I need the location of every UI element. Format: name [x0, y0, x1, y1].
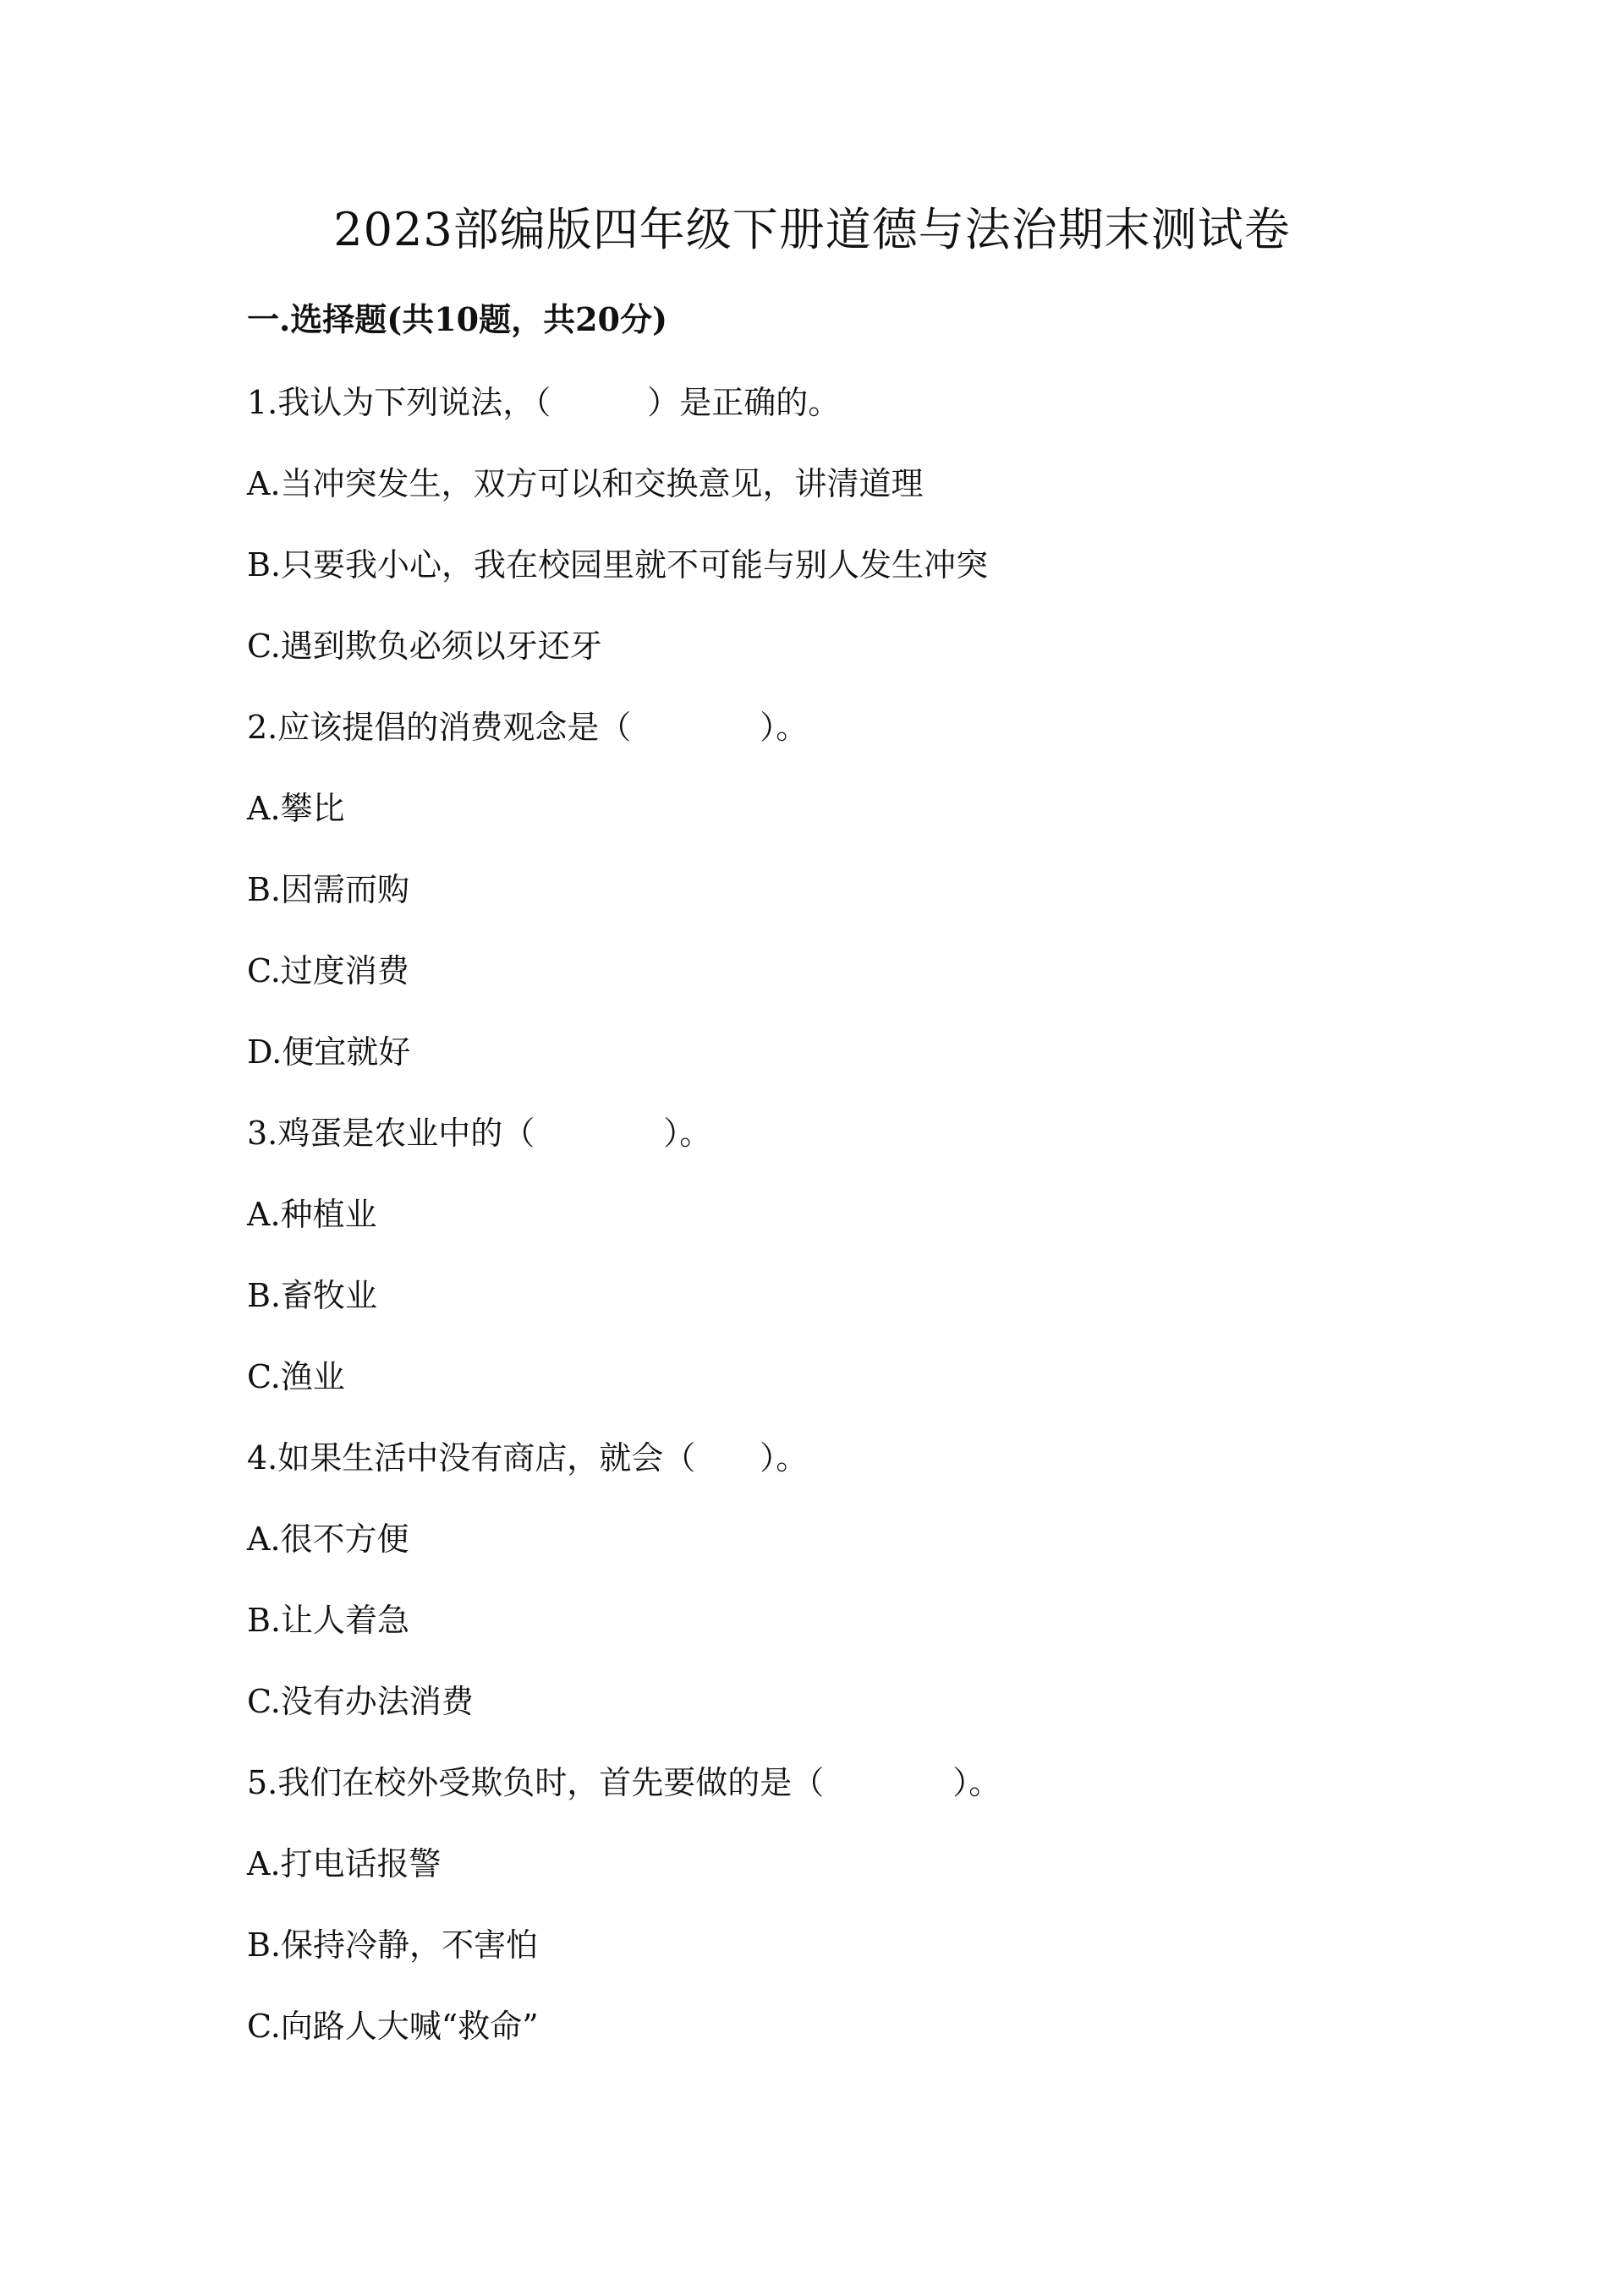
question-5-option-b: B.保持冷静，不害怕: [247, 1926, 539, 1964]
question-2-option-b: B.因需而购: [247, 871, 410, 908]
question-5-option-c: C.向路人大喊“救命”: [247, 2008, 539, 2045]
section-heading: 一.选择题(共10题，共20分): [247, 300, 667, 338]
question-1: 1.我认为下列说法，（ ）是正确的。: [247, 384, 841, 421]
question-4-option-b: B.让人着急: [247, 1602, 410, 1639]
question-5-option-a: A.打电话报警: [247, 1845, 442, 1882]
question-2-option-d: D.便宜就好: [247, 1033, 411, 1071]
exam-title: 2023部编版四年级下册道德与法治期末测试卷: [333, 203, 1291, 256]
question-2-option-c: C.过度消费: [247, 952, 409, 989]
question-1-option-b: B.只要我小心，我在校园里就不可能与别人发生冲突: [247, 546, 989, 584]
question-4: 4.如果生活中没有商店，就会（ ）。: [247, 1439, 809, 1477]
question-1-option-a: A.当冲突发生，双方可以和交换意见，讲清道理: [247, 465, 924, 502]
question-4-option-a: A.很不方便: [247, 1521, 409, 1558]
question-3-option-c: C.渔业: [247, 1358, 345, 1395]
question-5: 5.我们在校外受欺负时，首先要做的是（ ）。: [247, 1764, 1001, 1801]
question-4-option-c: C.没有办法消费: [247, 1683, 474, 1720]
question-1-option-c: C.遇到欺负必须以牙还牙: [247, 627, 602, 665]
question-3-option-b: B.畜牧业: [247, 1277, 378, 1314]
question-2-option-a: A.攀比: [247, 790, 345, 827]
question-3: 3.鸡蛋是农业中的（ ）。: [247, 1115, 712, 1152]
question-3-option-a: A.种植业: [247, 1196, 377, 1233]
question-2: 2.应该提倡的消费观念是（ ）。: [247, 709, 809, 746]
